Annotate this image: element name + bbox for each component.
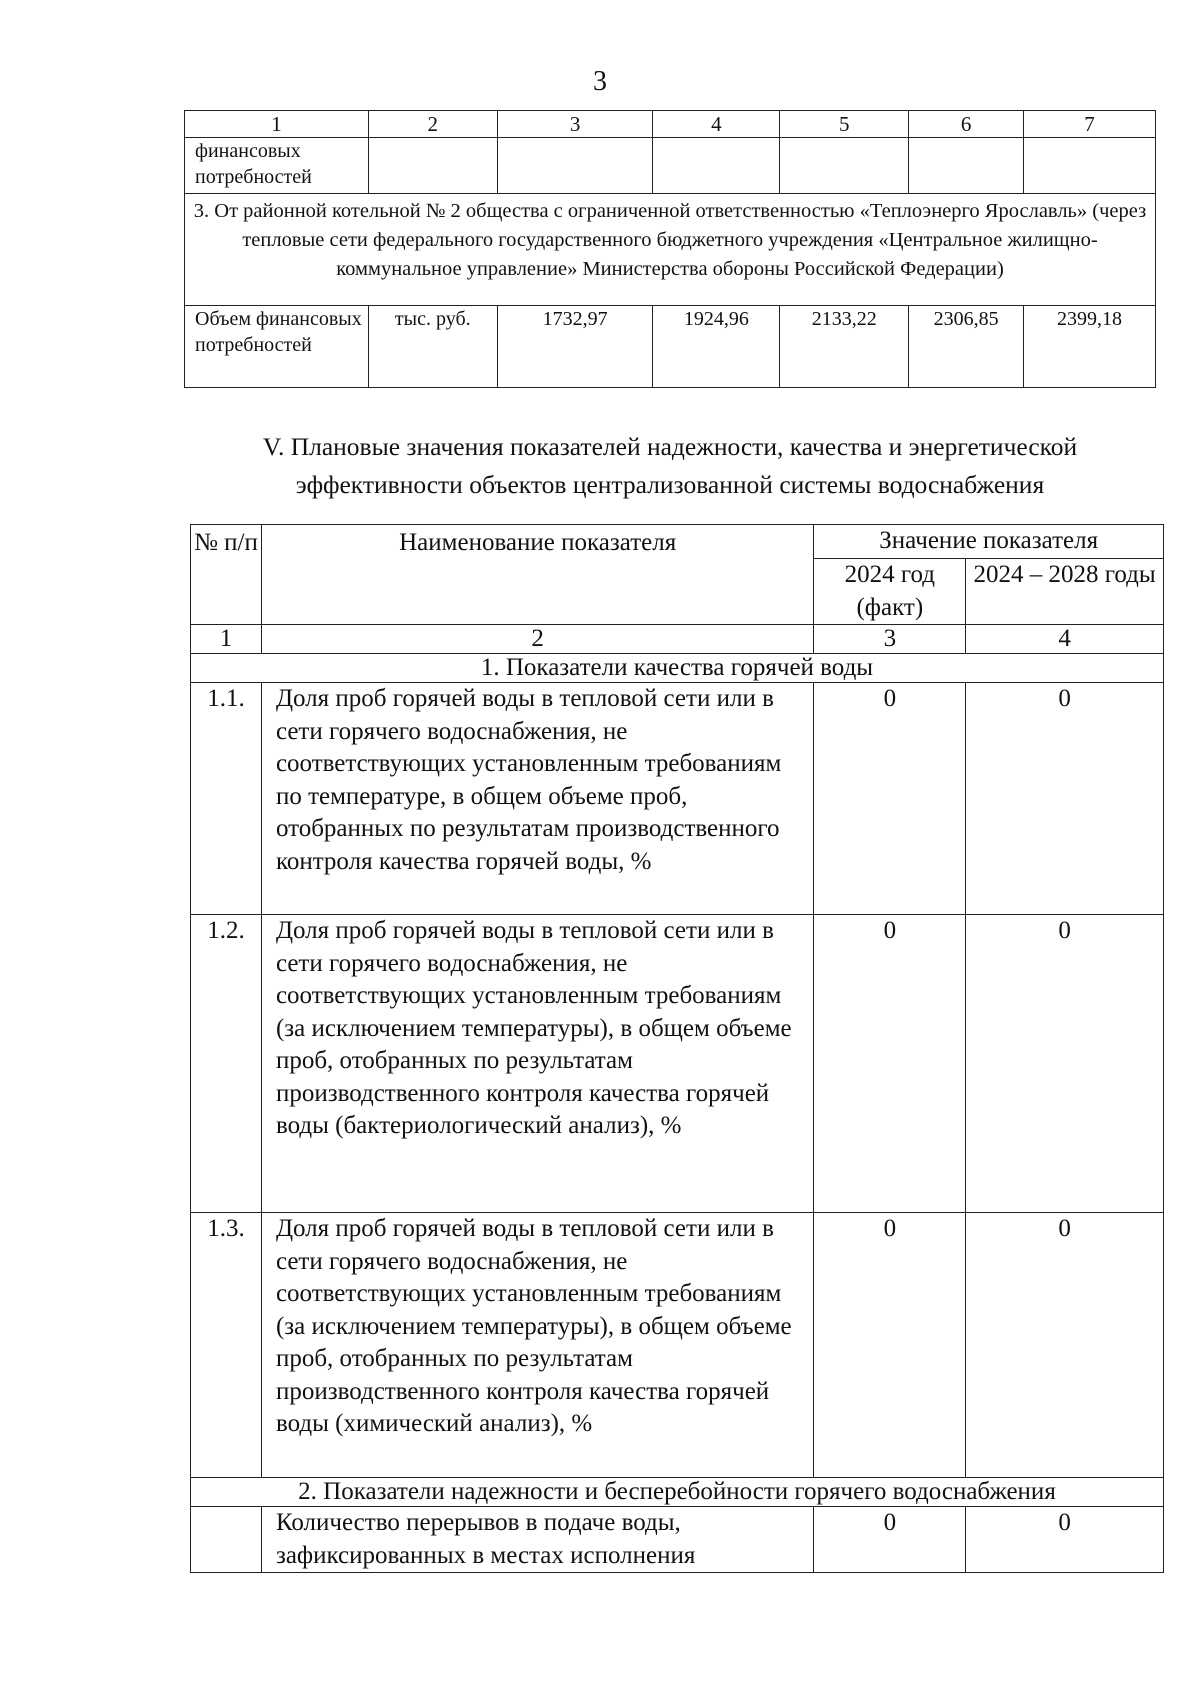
row-number: 1.1. [191,683,262,915]
col-number-header: № п/п [191,525,262,625]
group-title: 1. Показатели качества горячей воды [191,654,1164,683]
column-numbers-row [185,111,1156,138]
value-cell: 2399,18 [1024,306,1156,388]
fact-value: 0 [814,683,966,915]
value-cell: 2306,85 [909,306,1024,388]
row-label: финансовых потребностей [185,138,369,194]
column-numbers-row [191,625,1164,654]
col-fact-header: 2024 год (факт) [814,559,966,625]
table-row [191,915,1164,1213]
plan-value: 0 [966,683,1164,915]
group-row [191,654,1164,683]
financial-needs-table [184,110,1156,388]
column-number: 5 [780,111,909,138]
heading-line: эффективности объектов централизованной системы водоснабжения [295,470,1045,499]
header-row [191,525,1164,559]
fact-value: 0 [814,1213,966,1478]
page-number: 3 [593,66,607,97]
row-number: 1.3. [191,1213,262,1478]
table-row [191,683,1164,915]
column-number: 2 [368,111,497,138]
column-number: 3 [497,111,653,138]
table-row [191,1213,1164,1478]
unit-cell: тыс. руб. [368,306,497,388]
indicator-name: Доля проб горячей воды в тепловой сети или в сети горячего водоснабжения, не соответствующих установленным требованиям (за исключением температуры), в общем объеме проб, отобранных по результатам производственного контроля качества горячей воды (бактериологический анализ), % [261,915,813,1213]
indicators-table [190,524,1164,1573]
value-cell: 1924,96 [653,306,780,388]
row-label: Объем финансовых потребностей [185,306,369,388]
table-row [185,138,1156,194]
plan-value: 0 [966,1507,1164,1573]
col-value-header: Значение показателя [814,525,1164,559]
column-number: 6 [909,111,1024,138]
table-row [191,1507,1164,1573]
indicator-name: Доля проб горячей воды в тепловой сети или в сети горячего водоснабжения, не соответствующих установленным требованиям (за исключением температуры), в общем объеме проб, отобранных по результатам производственного контроля качества горячей воды (химический анализ), % [261,1213,813,1478]
column-number: 1 [191,625,262,654]
plan-value: 0 [966,915,1164,1213]
table-row [185,306,1156,388]
column-number: 4 [653,111,780,138]
col-name-header: Наименование показателя [261,525,813,625]
heading-line: V. Плановые значения показателей надежности, качества и энергетической [262,432,1078,461]
fact-value: 0 [814,1507,966,1573]
fact-value: 0 [814,915,966,1213]
column-number: 7 [1024,111,1156,138]
column-number: 1 [185,111,369,138]
section-title: 3. От районной котельной № 2 общества с ограниченной ответственностью «Теплоэнерго Ярославль» (через тепловые сети федерального государственного бюджетного учреждения «Центральное жилищно-коммунальное управление» Министерства обороны Российской Федерации) [185,194,1156,306]
column-number: 4 [966,625,1164,654]
indicator-name: Доля проб горячей воды в тепловой сети или в сети горячего водоснабжения, не соответствующих установленным требованиям по температуре, в общем объеме проб, отобранных по результатам производственного контроля качества горячей воды, % [261,683,813,915]
indicator-name: Количество перерывов в подаче воды, зафиксированных в местах исполнения [261,1507,813,1573]
value-cell: 2133,22 [780,306,909,388]
section-heading [190,428,1150,504]
value-cell: 1732,97 [497,306,653,388]
column-number: 2 [261,625,813,654]
col-plan-header: 2024 – 2028 годы [966,559,1164,625]
group-title: 2. Показатели надежности и бесперебойности горячего водоснабжения [191,1478,1164,1507]
row-number: 1.2. [191,915,262,1213]
section-row [185,194,1156,306]
column-number: 3 [814,625,966,654]
group-row [191,1478,1164,1507]
plan-value: 0 [966,1213,1164,1478]
